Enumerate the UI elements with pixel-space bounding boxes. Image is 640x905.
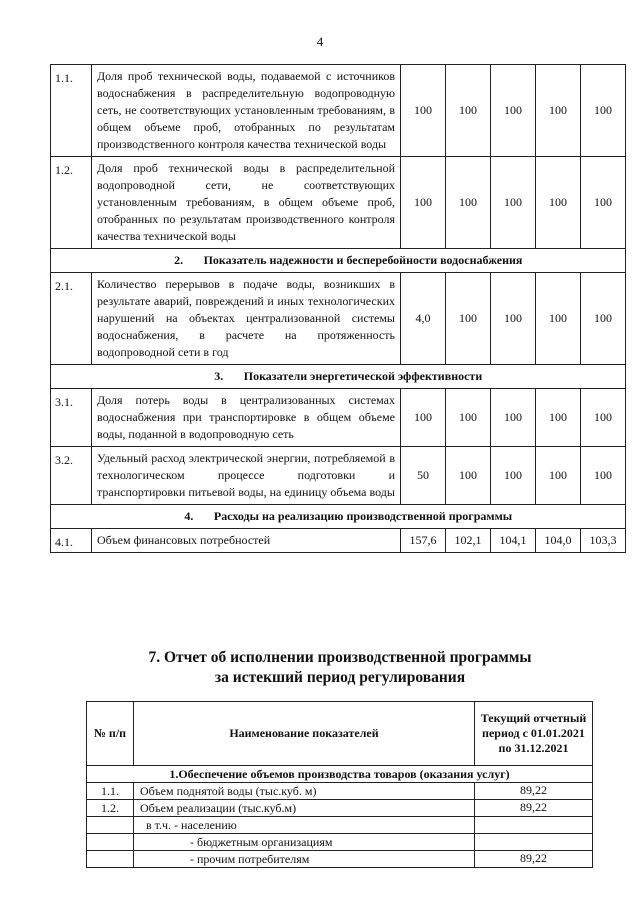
indicator-description: Доля проб технической воды, подаваемой с источников водоснабжения в распределительную водопроводную сеть, не соответствующих установленным требованиям, в общем объеме проб, отобранных по результатам производственного контроля качества технической воды [92,65,401,157]
indicator-value: 100 [581,389,626,447]
report-row-number: 1.1. [87,783,134,800]
indicator-description: Доля проб технической воды в распределительной водопроводной сети, не соответствующих установленным требованиям, в общем объеме проб, отобранных по результатам производственного контроля качества технической воды [92,157,401,249]
report-row [87,783,593,800]
indicator-number: 4.1. [51,529,92,553]
indicator-value: 100 [491,447,536,505]
report-row-value [475,817,593,834]
indicator-value: 100 [491,273,536,365]
section-title: Показатель надежности и бесперебойности водоснабжения [203,253,523,267]
section-title: Показатели энергетической эффективности [243,369,483,383]
page-number: 4 [316,34,324,49]
section-row [51,505,626,529]
section-heading [51,505,626,529]
indicator-value: 100 [536,157,581,249]
report-row-number [87,817,134,834]
indicator-row [51,389,626,447]
indicator-value: 104,1 [491,529,536,553]
indicator-value: 100 [446,157,491,249]
indicator-row [51,157,626,249]
report-row-number [87,834,134,851]
indicator-row [51,65,626,157]
indicator-value: 100 [581,447,626,505]
report-row-value: 89,22 [475,851,593,868]
report-subheader-row [87,766,593,783]
indicators-table [50,64,626,553]
indicator-row [51,447,626,505]
section-heading [51,249,626,273]
header-name: Наименование показателей [134,702,475,766]
indicator-row [51,273,626,365]
indicator-number: 3.1. [51,389,92,447]
indicator-value: 103,3 [581,529,626,553]
report-row-label: Объем реализации (тыс.куб.м) [134,800,475,817]
report-row-label: - бюджетным организациям [134,834,475,851]
indicator-number: 1.1. [51,65,92,157]
section-row [51,365,626,389]
indicator-value: 100 [401,389,446,447]
section-7-title-line-1: 7. Отчет об исполнении производственной программы [148,649,532,666]
header-period: Текущий отчетный период с 01.01.2021 по 31.12.2021 [475,702,593,766]
report-row-number: 1.2. [87,800,134,817]
indicator-value: 100 [446,389,491,447]
report-row-value: 89,22 [475,800,593,817]
indicator-value: 100 [491,389,536,447]
indicator-number: 1.2. [51,157,92,249]
section-number: 3. [214,369,224,383]
report-row [87,851,593,868]
indicator-value: 100 [446,65,491,157]
indicator-value: 100 [536,65,581,157]
section-7-title [0,648,640,688]
report-row-label: - прочим потребителям [134,851,475,868]
indicator-description: Доля потерь воды в централизованных системах водоснабжения при транспортировке в общем объеме воды, поданной в водопроводную сеть [92,389,401,447]
section-heading [51,365,626,389]
indicator-row [51,529,626,553]
report-row [87,817,593,834]
indicator-value: 100 [536,389,581,447]
indicator-number: 3.2. [51,447,92,505]
indicator-value: 4,0 [401,273,446,365]
indicator-description: Количество перерывов в подаче воды, возникших в результате аварий, повреждений и иных технологических нарушений на объектах централизованной системы водоснабжения, в расчете на протяженность водопроводной сети в год [92,273,401,365]
indicator-value: 100 [446,273,491,365]
indicator-value: 100 [401,157,446,249]
indicator-value: 100 [581,273,626,365]
report-row-label: в т.ч. - населению [134,817,475,834]
section-7-title-line-2: за истекший период регулирования [214,669,466,686]
indicator-number: 2.1. [51,273,92,365]
indicator-description: Объем финансовых потребностей [92,529,401,553]
section-row [51,249,626,273]
report-row-value [475,834,593,851]
report-table-body [87,766,593,868]
section-title: Расходы на реализацию производственной программы [213,509,513,523]
indicator-value: 100 [491,157,536,249]
indicator-value: 100 [536,273,581,365]
header-num: № п/п [87,702,134,766]
indicator-value: 100 [536,447,581,505]
section-number: 4. [184,509,194,523]
report-table-header-row [87,702,593,766]
indicator-value: 100 [581,157,626,249]
indicator-description: Удельный расход электрической энергии, потребляемой в технологическом процессе подготовки и транспортировки питьевой воды, на единицу объема воды [92,447,401,505]
indicator-value: 104,0 [536,529,581,553]
report-subheader: 1.Обеспечение объемов производства товаров (оказания услуг) [87,766,593,783]
section-number: 2. [174,253,184,267]
indicator-value: 100 [401,65,446,157]
indicator-value: 100 [581,65,626,157]
indicator-value: 157,6 [401,529,446,553]
indicator-value: 100 [446,447,491,505]
report-row [87,800,593,817]
report-row-number [87,851,134,868]
report-row-value: 89,22 [475,783,593,800]
report-row [87,834,593,851]
indicator-value: 102,1 [446,529,491,553]
program-report-table [86,701,593,868]
indicator-value: 50 [401,447,446,505]
indicators-table-body [51,65,626,553]
indicator-value: 100 [491,65,536,157]
report-row-label: Объем поднятой воды (тыс.куб. м) [134,783,475,800]
